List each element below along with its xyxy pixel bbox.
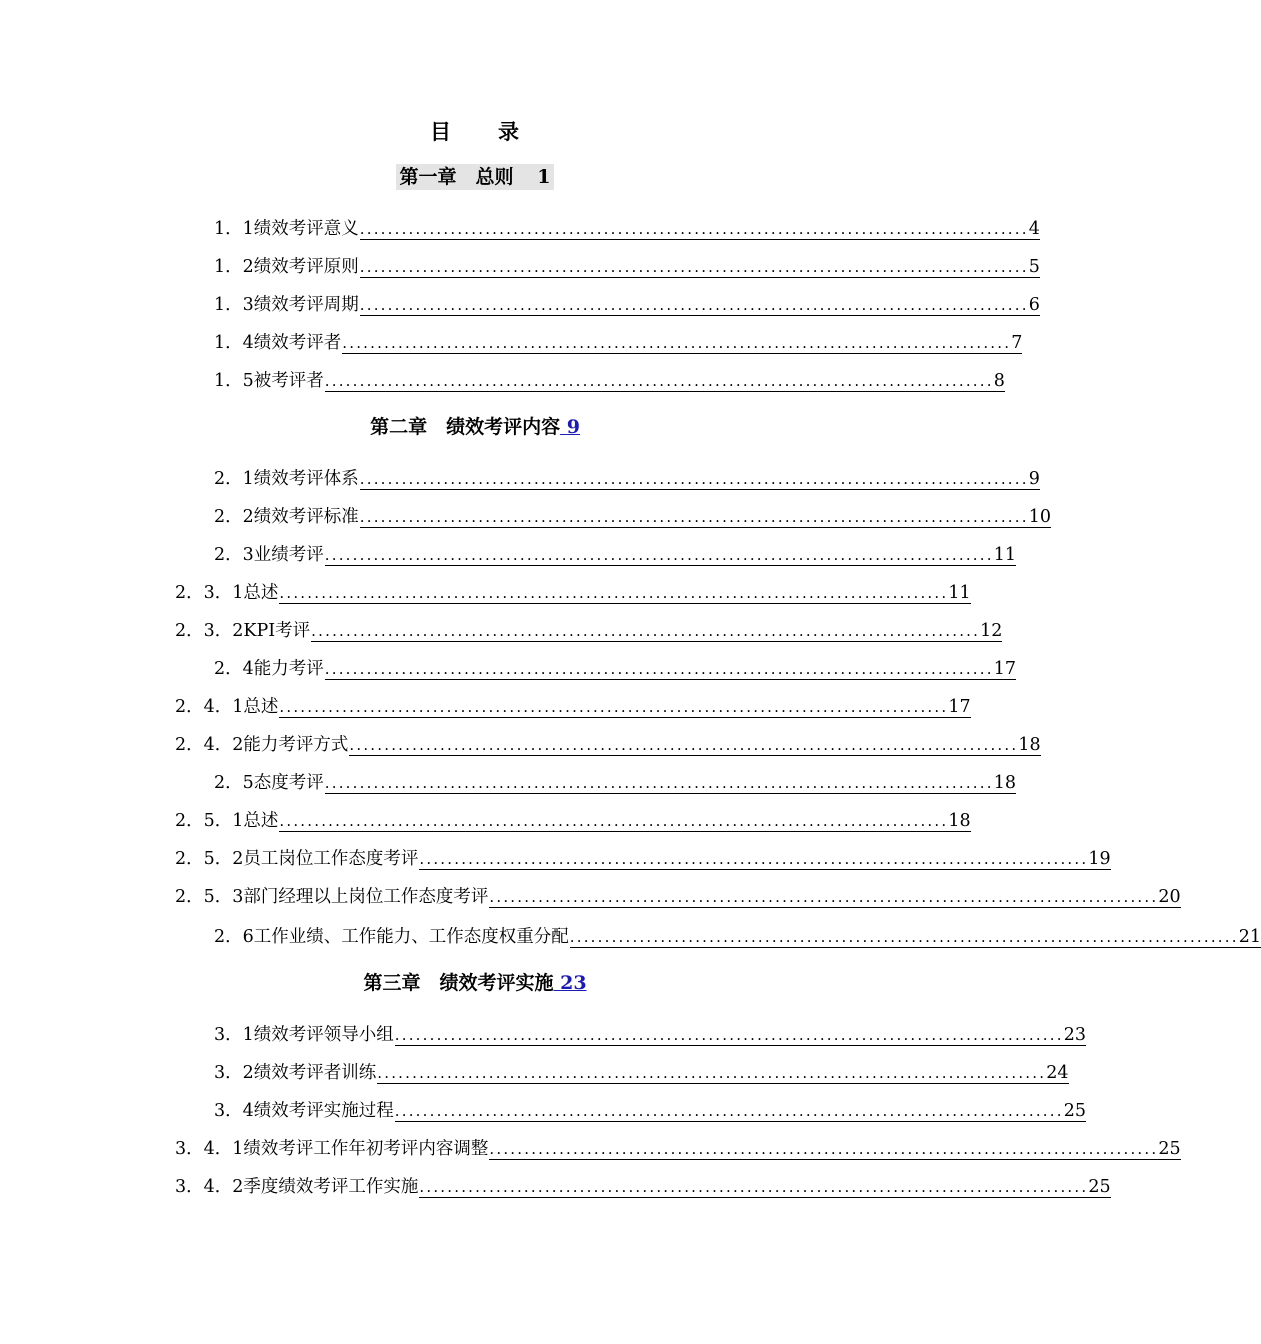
- entry-page: 23: [1063, 1025, 1086, 1045]
- chapter-1-heading[interactable]: [0, 164, 950, 190]
- entry-label: 总述: [243, 583, 279, 603]
- entry-number: 3．4: [214, 1101, 254, 1121]
- entry-page: 25: [1063, 1101, 1086, 1121]
- chapter-2-page-link[interactable]: [560, 416, 580, 438]
- entry-page: 11: [993, 545, 1016, 565]
- entry-label: 员工岗位工作态度考评: [243, 849, 419, 869]
- entry-number: 3．4．2: [175, 1177, 244, 1197]
- toc-entry-2-3-2[interactable]: [175, 616, 1003, 642]
- entry-label: 绩效考评者: [253, 333, 342, 353]
- toc-entry-2-2[interactable]: [214, 502, 1051, 528]
- toc-entry-3-4-1[interactable]: [175, 1134, 1181, 1160]
- dot-leader: ................................................................................................: [311, 622, 981, 640]
- entry-page: 9: [1028, 469, 1040, 489]
- toc-entry-2-1[interactable]: [214, 464, 1040, 490]
- dot-leader: ................................................................................................: [279, 698, 949, 716]
- entry-page: 8: [993, 371, 1005, 391]
- entry-label: 部门经理以上岗位工作态度考评: [243, 887, 489, 907]
- entry-number: 2．2: [214, 507, 254, 527]
- entry-page: 21: [1238, 927, 1261, 947]
- dot-leader: ................................................................................................: [419, 1178, 1089, 1196]
- toc-entry-2-5[interactable]: [214, 768, 1016, 794]
- dot-leader: ................................................................................................: [569, 928, 1239, 946]
- dot-leader: ................................................................................................: [342, 334, 1012, 352]
- dot-leader: ................................................................................................: [359, 508, 1029, 526]
- entry-page: 11: [948, 583, 971, 603]
- entry-label: 总述: [243, 697, 279, 717]
- entry-label: KPI考评: [243, 621, 311, 641]
- entry-label: 绩效考评周期: [253, 295, 359, 315]
- toc-entry-3-4[interactable]: [214, 1096, 1086, 1122]
- entry-page: 25: [1088, 1177, 1111, 1197]
- entry-number: 3．4．1: [175, 1139, 244, 1159]
- dot-leader: ................................................................................................: [279, 584, 949, 602]
- entry-page: 20: [1158, 887, 1181, 907]
- entry-number: 2．3．1: [175, 583, 244, 603]
- entry-number: 2．3: [214, 545, 254, 565]
- toc-entry-2-4-1[interactable]: [175, 692, 971, 718]
- dot-leader: ................................................................................................: [489, 1140, 1159, 1158]
- entry-number: 2．6: [214, 927, 254, 947]
- entry-page: 25: [1158, 1139, 1181, 1159]
- chapter-3-label: 第三章 绩效考评实施: [363, 972, 554, 994]
- entry-label: 工作业绩、工作能力、工作态度权重分配: [253, 927, 569, 947]
- chapter-1-label: 第一章 总则: [399, 166, 514, 188]
- entry-number: 1．2: [214, 257, 254, 277]
- entry-number: 2．4．2: [175, 735, 244, 755]
- entry-number: 1．1: [214, 219, 254, 239]
- dot-leader: ................................................................................................: [324, 660, 994, 678]
- entry-page: 5: [1028, 257, 1040, 277]
- toc-entry-2-5-2[interactable]: [175, 844, 1111, 870]
- toc-title-right: 录: [498, 119, 520, 144]
- chapter-3-heading[interactable]: [0, 970, 950, 996]
- entry-page: 18: [993, 773, 1016, 793]
- entry-label: 业绩考评: [253, 545, 324, 565]
- toc-entry-2-4[interactable]: [214, 654, 1016, 680]
- entry-number: 1．5: [214, 371, 254, 391]
- chapter-2-heading[interactable]: [0, 414, 950, 440]
- entry-label: 态度考评: [253, 773, 324, 793]
- entry-page: 17: [948, 697, 971, 717]
- entry-number: 3．2: [214, 1063, 254, 1083]
- toc-entry-2-3-1[interactable]: [175, 578, 971, 604]
- chapter-3-page: 23: [560, 972, 587, 994]
- entry-number: 1．3: [214, 295, 254, 315]
- toc-entry-3-1[interactable]: [214, 1020, 1086, 1046]
- entry-number: 2．3．2: [175, 621, 244, 641]
- entry-page: 10: [1028, 507, 1051, 527]
- entry-page: 17: [993, 659, 1016, 679]
- entry-label: 绩效考评工作年初考评内容调整: [243, 1139, 489, 1159]
- entry-number: 3．1: [214, 1025, 254, 1045]
- entry-page: 18: [1018, 735, 1041, 755]
- toc-entry-2-4-2[interactable]: [175, 730, 1041, 756]
- dot-leader: ................................................................................................: [377, 1064, 1047, 1082]
- entry-number: 2．5．3: [175, 887, 244, 907]
- dot-leader: ................................................................................................: [359, 258, 1029, 276]
- entry-label: 能力考评: [253, 659, 324, 679]
- entry-label: 绩效考评原则: [253, 257, 359, 277]
- toc-entry-1-5[interactable]: [214, 366, 1005, 392]
- toc-entry-2-3[interactable]: [214, 540, 1016, 566]
- chapter-2-page: 9: [566, 416, 580, 438]
- entry-label: 绩效考评标准: [253, 507, 359, 527]
- entry-label: 总述: [243, 811, 279, 831]
- chapter-2-label: 第二章 绩效考评内容: [370, 416, 561, 438]
- dot-leader: ................................................................................................: [419, 850, 1089, 868]
- entry-number: 2．4: [214, 659, 254, 679]
- dot-leader: ................................................................................................: [394, 1026, 1064, 1044]
- entry-number: 2．5．1: [175, 811, 244, 831]
- entry-page: 19: [1088, 849, 1111, 869]
- entry-number: 2．4．1: [175, 697, 244, 717]
- entry-page: 12: [980, 621, 1003, 641]
- toc-entry-1-4[interactable]: [214, 328, 1023, 354]
- entry-label: 绩效考评者训练: [253, 1063, 377, 1083]
- toc-title-left: 目: [430, 119, 452, 144]
- entry-number: 2．5．2: [175, 849, 244, 869]
- dot-leader: ................................................................................................: [359, 296, 1029, 314]
- toc-entry-2-5-3[interactable]: [175, 882, 1181, 908]
- entry-page: 6: [1028, 295, 1040, 315]
- entry-number: 2．5: [214, 773, 254, 793]
- toc-entry-2-6[interactable]: [214, 922, 1261, 948]
- entry-page: 18: [948, 811, 971, 831]
- toc-entry-2-5-1[interactable]: [175, 806, 971, 832]
- entry-label: 绩效考评实施过程: [253, 1101, 394, 1121]
- dot-leader: ................................................................................................: [324, 372, 994, 390]
- entry-label: 能力考评方式: [243, 735, 349, 755]
- chapter-3-page-link[interactable]: [553, 972, 586, 994]
- entry-page: 24: [1046, 1063, 1069, 1083]
- dot-leader: ................................................................................................: [359, 220, 1029, 238]
- toc-entry-1-1[interactable]: [214, 214, 1040, 240]
- entry-label: 季度绩效考评工作实施: [243, 1177, 419, 1197]
- entry-label: 绩效考评意义: [253, 219, 359, 239]
- dot-leader: ................................................................................................: [359, 470, 1029, 488]
- toc-title: [0, 116, 950, 146]
- dot-leader: ................................................................................................: [324, 546, 994, 564]
- dot-leader: ................................................................................................: [324, 774, 994, 792]
- toc-entry-1-3[interactable]: [214, 290, 1040, 316]
- dot-leader: ................................................................................................: [489, 888, 1159, 906]
- entry-label: 绩效考评领导小组: [253, 1025, 394, 1045]
- dot-leader: ................................................................................................: [394, 1102, 1064, 1120]
- entry-number: 1．4: [214, 333, 254, 353]
- entry-label: 绩效考评体系: [253, 469, 359, 489]
- toc-entry-3-4-2[interactable]: [175, 1172, 1111, 1198]
- chapter-1-page: 1: [537, 166, 551, 188]
- dot-leader: ................................................................................................: [349, 736, 1019, 754]
- entry-label: 被考评者: [253, 371, 324, 391]
- entry-number: 2．1: [214, 469, 254, 489]
- dot-leader: ................................................................................................: [279, 812, 949, 830]
- entry-page: 4: [1028, 219, 1040, 239]
- entry-page: 7: [1011, 333, 1023, 353]
- toc-entry-1-2[interactable]: [214, 252, 1040, 278]
- toc-entry-3-2[interactable]: [214, 1058, 1069, 1084]
